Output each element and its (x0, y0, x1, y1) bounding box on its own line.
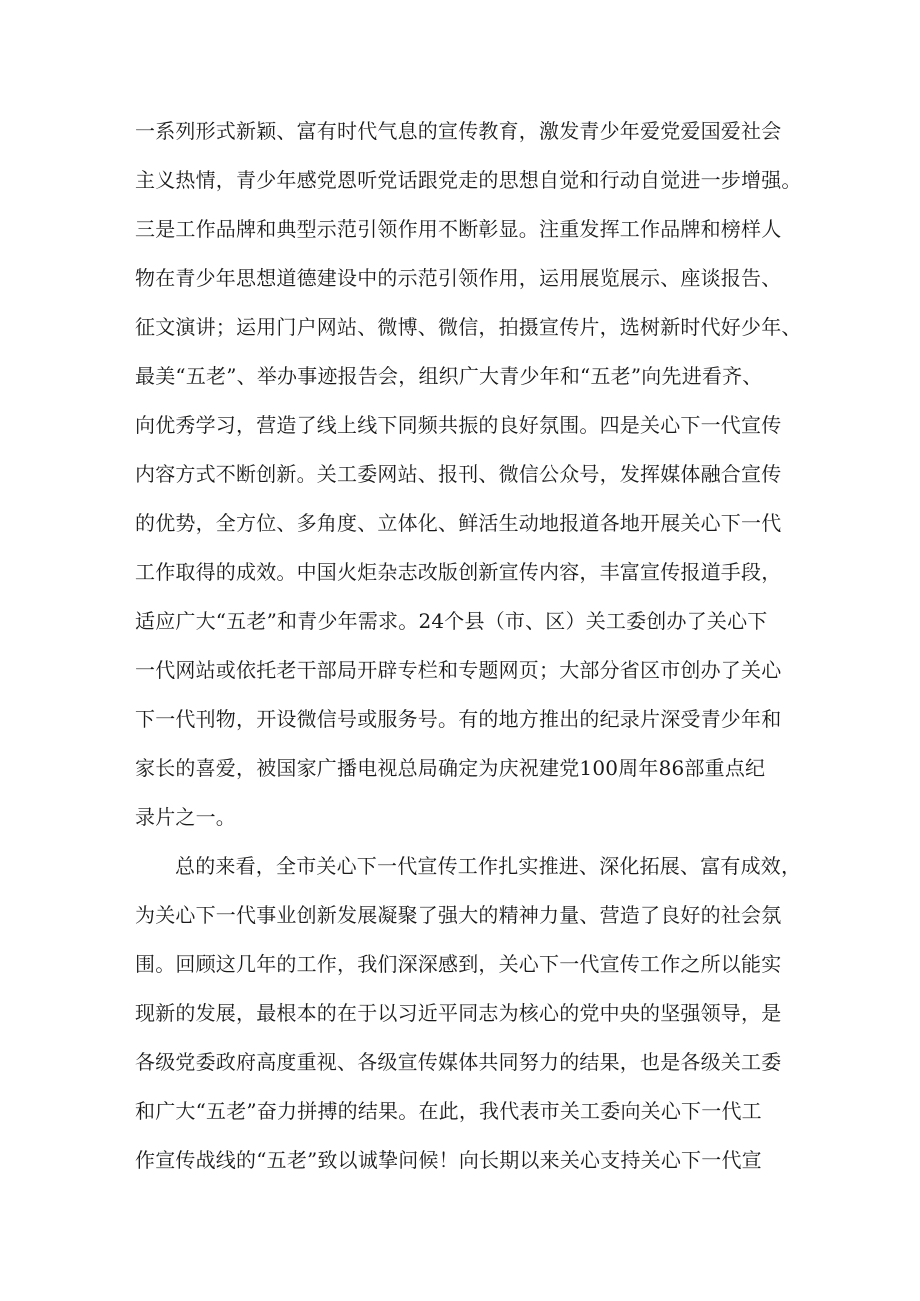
text-line-21: 和广大“五老”奋力拼搏的结果。在此，我代表市关工委向关心下一代工 (135, 1099, 762, 1123)
text-line-9: 的优势，全方位、多角度、立体化、鲜活生动地报道各地开展关心下一代 (135, 511, 782, 535)
text-line-6: 最美“五老”、举办事迹报告会，组织广大青少年和“五老”向先进看齐、 (135, 364, 763, 388)
text-line-14: 家长的喜爱，被国家广播电视总局确定为庆祝建党100周年86部重点纪 (135, 756, 766, 780)
text-line-2: 主义热情，青少年感党恩听党话跟党走的思想自觉和行动自觉进一步增强。 (135, 168, 802, 192)
text-line-16: 总的来看，全市关心下一代宣传工作扎实推进、深化拓展、富有成效， (175, 854, 802, 878)
text-line-22: 作宣传战线的“五老”致以诚挚问候！向长期以来关心支持关心下一代宣 (135, 1148, 762, 1172)
text-line-3: 三是工作品牌和典型示范引领作用不断彰显。注重发挥工作品牌和榜样人 (135, 217, 782, 241)
text-line-10: 工作取得的成效。中国火炬杂志改版创新宣传内容，丰富宣传报道手段， (135, 560, 782, 584)
text-line-4: 物在青少年思想道德建设中的示范引领作用，运用展览展示、座谈报告、 (135, 266, 782, 290)
text-line-5: 征文演讲；运用门户网站、微博、微信，拍摄宣传片，选树新时代好少年、 (135, 315, 802, 339)
text-line-20: 各级党委政府高度重视、各级宣传媒体共同努力的结果，也是各级关工委 (135, 1050, 782, 1074)
text-line-11: 适应广大“五老”和青少年需求。24个县（市、区）关工委创办了关心下 (135, 609, 768, 633)
text-line-17: 为关心下一代事业创新发展凝聚了强大的精神力量、营造了良好的社会氛 (135, 903, 782, 927)
text-line-19: 现新的发展，最根本的在于以习近平同志为核心的党中央的坚强领导，是 (135, 1001, 782, 1025)
text-line-1: 一系列形式新颖、富有时代气息的宣传教育，激发青少年爱党爱国爱社会 (135, 119, 782, 143)
text-line-8: 内容方式不断创新。关工委网站、报刊、微信公众号，发挥媒体融合宣传 (135, 462, 782, 486)
text-line-7: 向优秀学习，营造了线上线下同频共振的良好氛围。四是关心下一代宣传 (135, 413, 782, 437)
text-line-12: 一代网站或依托老干部局开辟专栏和专题网页；大部分省区市创办了关心 (135, 658, 782, 682)
text-line-15: 录片之一。 (135, 805, 236, 829)
text-line-18: 围。回顾这几年的工作，我们深深感到，关心下一代宣传工作之所以能实 (135, 952, 782, 976)
text-line-13: 下一代刊物，开设微信号或服务号。有的地方推出的纪录片深受青少年和 (135, 707, 782, 731)
